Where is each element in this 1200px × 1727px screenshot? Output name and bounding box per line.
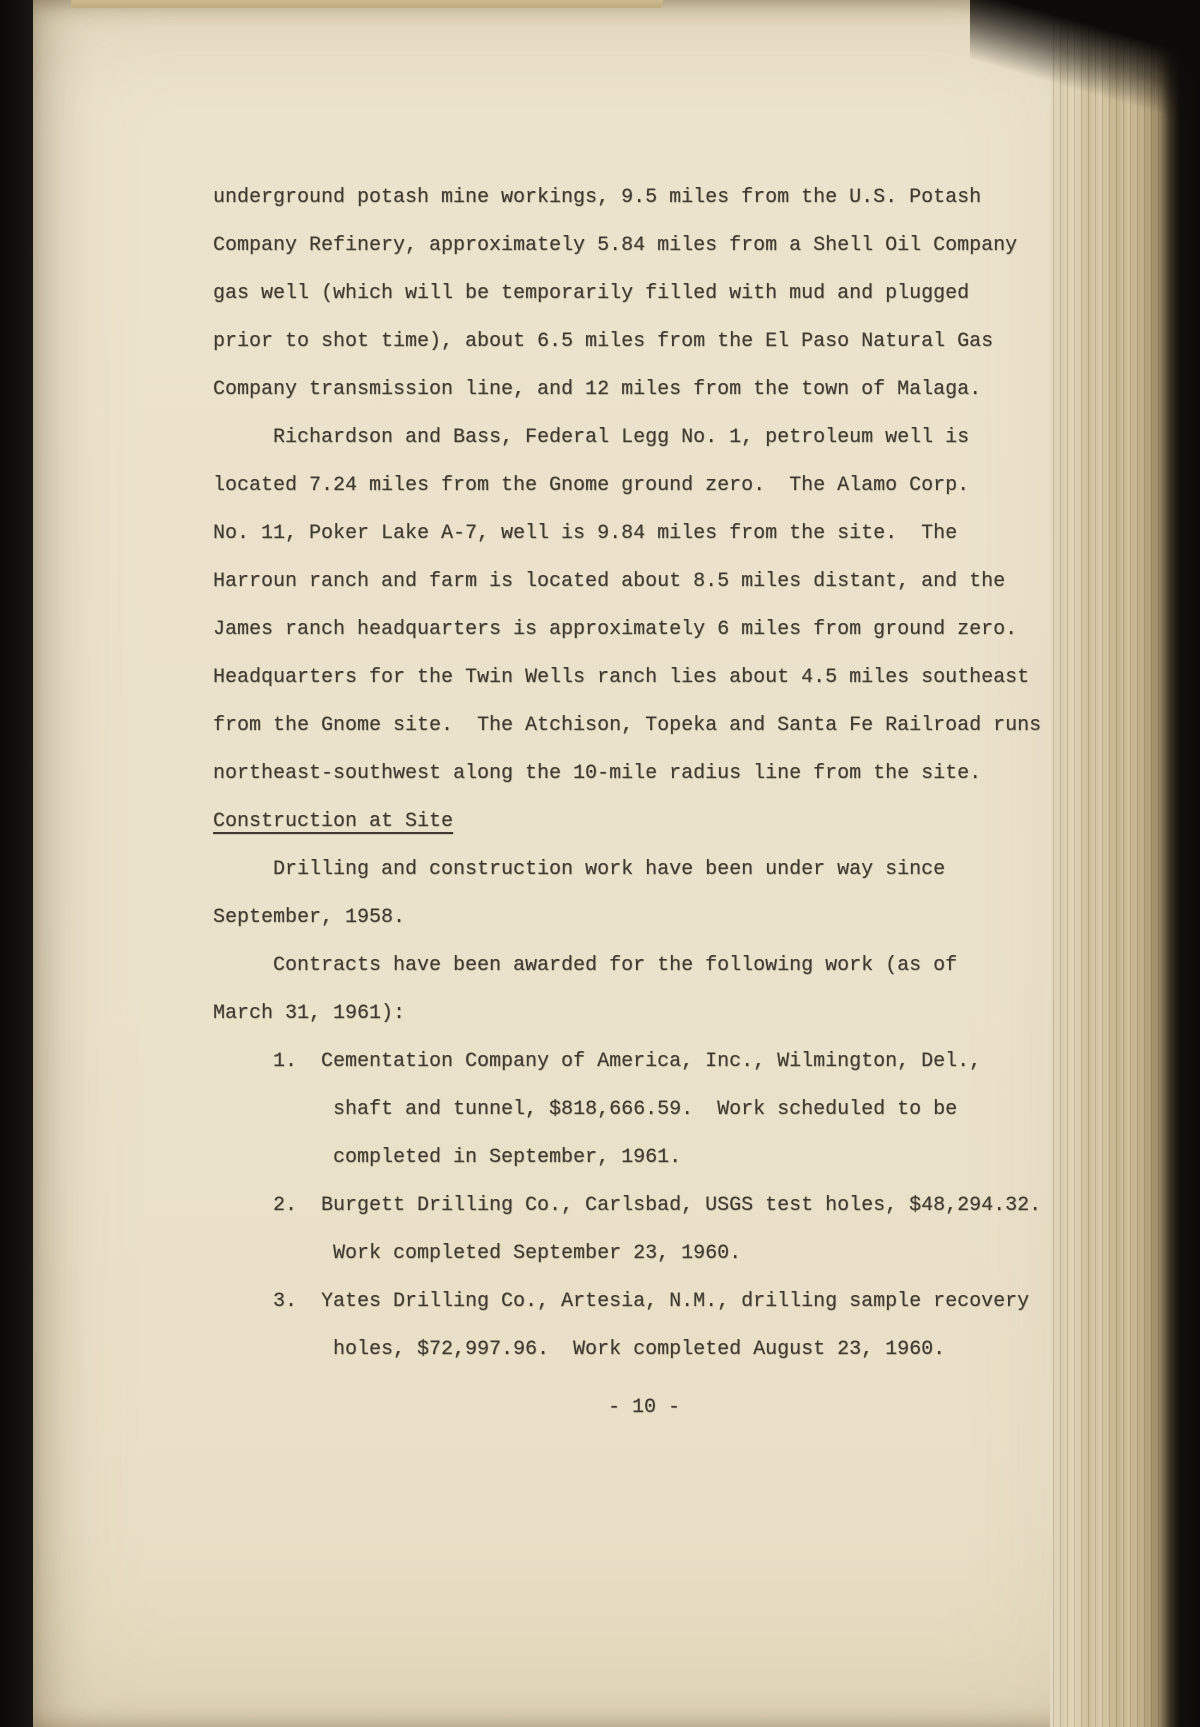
- text-line: 1. Cementation Company of America, Inc., Wilmington, Del.,: [213, 1050, 982, 1073]
- text-line: Work completed September 23, 1960.: [213, 1242, 742, 1265]
- corner-shadow: [970, 0, 1200, 150]
- document-body: [213, 174, 1075, 1374]
- book-page-edges: [1050, 0, 1200, 1727]
- text-line: 2. Burgett Drilling Co., Carlsbad, USGS test holes, $48,294.32.: [213, 1194, 1042, 1217]
- text-line: Company transmission line, and 12 miles from the town of Malaga.: [213, 378, 982, 401]
- page-number: - 10 -: [607, 1396, 680, 1419]
- book-spine-left: [0, 0, 33, 1727]
- text-line: Harroun ranch and farm is located about 8.5 miles distant, and the: [213, 570, 1006, 593]
- text-line: No. 11, Poker Lake A-7, well is 9.84 miles from the site. The: [213, 522, 958, 545]
- text-line: Contracts have been awarded for the following work (as of: [213, 954, 958, 977]
- text-line: Headquarters for the Twin Wells ranch lies about 4.5 miles southeast: [213, 666, 1030, 689]
- text-line: shaft and tunnel, $818,666.59. Work scheduled to be: [213, 1098, 958, 1121]
- text-line: holes, $72,997.96. Work completed August 23, 1960.: [213, 1338, 946, 1361]
- text-line: gas well (which will be temporarily filled with mud and plugged: [213, 282, 970, 305]
- text-line: underground potash mine workings, 9.5 miles from the U.S. Potash: [213, 186, 982, 209]
- section-heading: Construction at Site: [213, 810, 454, 833]
- text-line: James ranch headquarters is approximately 6 miles from ground zero.: [213, 618, 1018, 641]
- text-line: completed in September, 1961.: [213, 1146, 682, 1169]
- text-line: September, 1958.: [213, 906, 406, 929]
- text-line: Drilling and construction work have been under way since: [213, 858, 946, 881]
- next-page-edge: [71, 0, 663, 8]
- text-line: March 31, 1961):: [213, 1002, 406, 1025]
- text-line: Richardson and Bass, Federal Legg No. 1, petroleum well is: [213, 426, 970, 449]
- text-line: from the Gnome site. The Atchison, Topeka and Santa Fe Railroad runs: [213, 714, 1042, 737]
- text-line: 3. Yates Drilling Co., Artesia, N.M., drilling sample recovery: [213, 1290, 1030, 1313]
- paper-page: [33, 0, 1075, 1727]
- text-line: Company Refinery, approximately 5.84 miles from a Shell Oil Company: [213, 234, 1018, 257]
- text-line: northeast-southwest along the 10-mile radius line from the site.: [213, 762, 982, 785]
- text-line: prior to shot time), about 6.5 miles from the El Paso Natural Gas: [213, 330, 994, 353]
- text-line: located 7.24 miles from the Gnome ground zero. The Alamo Corp.: [213, 474, 970, 497]
